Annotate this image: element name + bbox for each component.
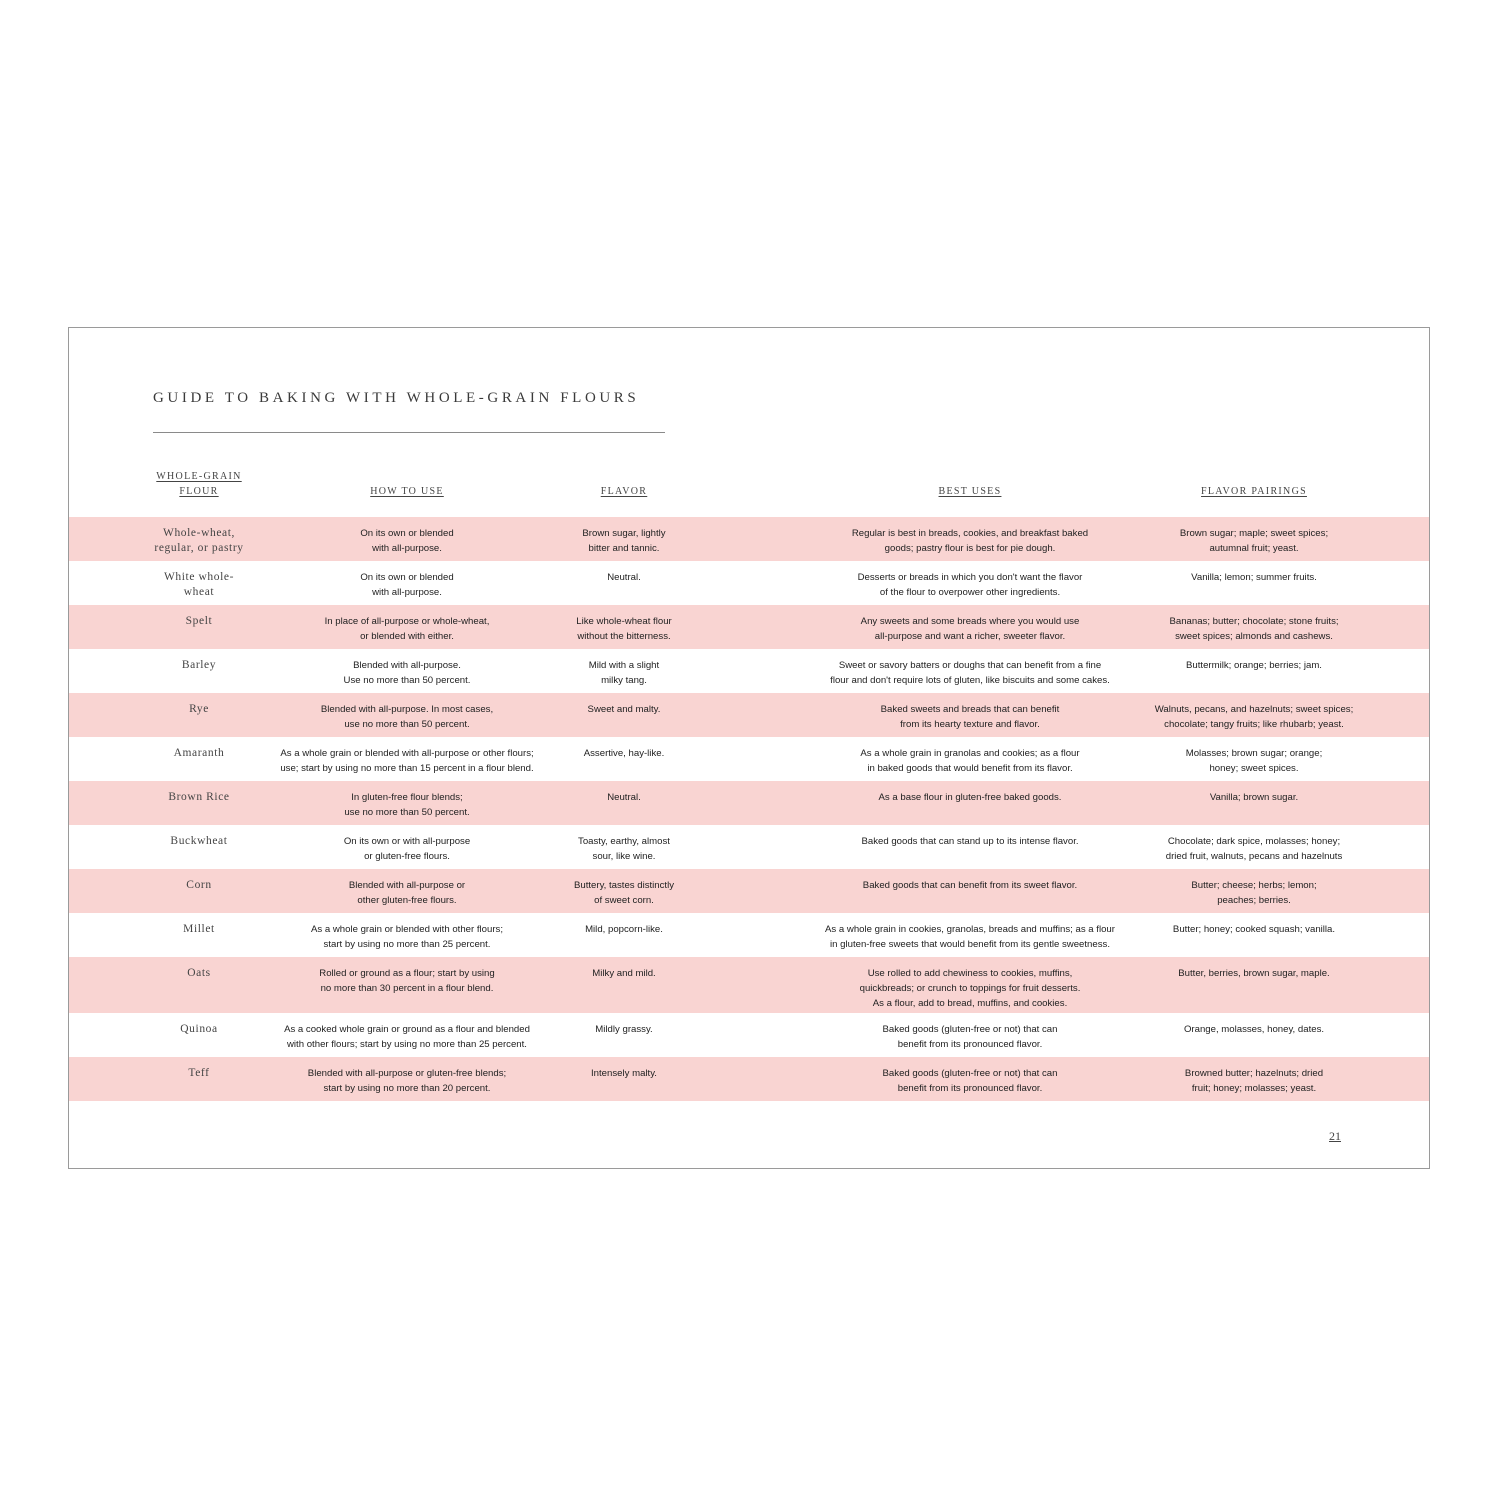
table-cell-pairings: Butter; honey; cooked squash; vanilla.: [1172, 924, 1336, 935]
table-cell-how: In gluten-free flour blends; use no more than 50 percent.: [344, 792, 470, 818]
column-header-flavor-pairings: FLAVOR PAIRINGS: [1201, 486, 1307, 497]
table-row: [69, 781, 1429, 825]
table-cell-flour: Buckwheat: [170, 835, 228, 847]
table-cell-flour: Barley: [181, 659, 217, 671]
table-cell-flour: Corn: [186, 879, 212, 891]
table-cell-flour: Rye: [189, 703, 209, 715]
table-row: [69, 605, 1429, 649]
table-cell-uses: Any sweets and some breads where you would use all-purpose and want a richer, sweeter flavor.: [860, 616, 1080, 642]
table-cell-pairings: Butter; cheese; herbs; lemon; peaches; berries.: [1191, 880, 1317, 906]
table-cell-flavor: Mild with a slight milky tang.: [588, 660, 660, 686]
table-row: [69, 913, 1429, 957]
table-cell-pairings: Bananas; butter; chocolate; stone fruits; sweet spices; almonds and cashews.: [1169, 616, 1339, 642]
book-page: [68, 327, 1430, 1169]
table-cell-flour: White whole- wheat: [163, 571, 235, 598]
table-cell-uses: As a base flour in gluten-free baked goods.: [878, 792, 1062, 803]
table-cell-flour: Quinoa: [180, 1023, 218, 1035]
table-cell-flour: Brown Rice: [168, 791, 230, 803]
table-cell-flour: Amaranth: [173, 747, 225, 759]
table-cell-flavor: Intensely malty.: [591, 1068, 657, 1079]
table-cell-pairings: Chocolate; dark spice, molasses; honey; dried fruit, walnuts, pecans and hazelnuts: [1165, 836, 1343, 862]
table-row: [69, 737, 1429, 781]
table-cell-how: On its own or with all-purpose or gluten-free flours.: [343, 836, 471, 862]
table-cell-uses: Desserts or breads in which you don't want the flavor of the flour to overpower other ingredients.: [857, 572, 1083, 598]
table-cell-how: On its own or blended with all-purpose.: [360, 572, 454, 598]
column-header-how-to-use: HOW TO USE: [370, 486, 444, 497]
table-cell-flavor: Milky and mild.: [592, 968, 656, 979]
table-row: [69, 1013, 1429, 1057]
table-cell-uses: Baked goods (gluten-free or not) that can benefit from its pronounced flavor.: [882, 1068, 1058, 1094]
table-cell-uses: As a whole grain in granolas and cookies; as a flour in baked goods that would benefit from its flavor.: [860, 748, 1080, 774]
table-cell-pairings: Vanilla; brown sugar.: [1209, 792, 1299, 803]
table-cell-how: Blended with all-purpose. Use no more than 50 percent.: [343, 660, 471, 686]
table-cell-flavor: Buttery, tastes distinctly of sweet corn.: [573, 880, 675, 906]
table-cell-flour: Spelt: [185, 615, 213, 627]
table-cell-uses: Baked goods that can benefit from its sweet flavor.: [862, 880, 1078, 891]
table-cell-flour: Teff: [188, 1067, 210, 1079]
table-cell-uses: As a whole grain in cookies, granolas, breads and muffins; as a flour in gluten-free sweets that would benefit from its gentle sweetness.: [825, 924, 1115, 950]
table-row: [69, 517, 1429, 561]
table-cell-how: Blended with all-purpose. In most cases, use no more than 50 percent.: [320, 704, 494, 730]
table-cell-how: Blended with all-purpose or other gluten-free flours.: [348, 880, 466, 906]
table-row: [69, 649, 1429, 693]
table-cell-how: Rolled or ground as a flour; start by using no more than 30 percent in a flour blend.: [319, 968, 495, 994]
table-cell-flavor: Assertive, hay-like.: [583, 748, 665, 759]
table-cell-pairings: Vanilla; lemon; summer fruits.: [1191, 572, 1317, 583]
table-cell-pairings: Orange, molasses, honey, dates.: [1183, 1024, 1325, 1035]
table-cell-pairings: Buttermilk; orange; berries; jam.: [1186, 660, 1322, 671]
table-cell-flour: Oats: [187, 967, 211, 979]
table-cell-how: As a cooked whole grain or ground as a flour and blended with other flours; start by using no more than 25 percent.: [284, 1024, 530, 1050]
table-cell-flavor: Mildly grassy.: [595, 1024, 653, 1035]
table-cell-flavor: Toasty, earthy, almost sour, like wine.: [578, 836, 670, 862]
page-title: GUIDE TO BAKING WITH WHOLE-GRAIN FLOURS: [153, 390, 640, 406]
table-cell-how: As a whole grain or blended with other flours; start by using no more than 25 percent.: [311, 924, 503, 950]
table-cell-flavor: Like whole-wheat flour without the bitterness.: [576, 616, 672, 642]
column-header-flour: WHOLE-GRAIN FLOUR: [156, 471, 242, 497]
table-cell-flavor: Neutral.: [607, 572, 641, 583]
table-row: [69, 693, 1429, 737]
table-row: [69, 1057, 1429, 1101]
table-row: [69, 561, 1429, 605]
table-cell-uses: Baked sweets and breads that can benefit from its hearty texture and flavor.: [880, 704, 1060, 730]
table-cell-flavor: Mild, popcorn-like.: [585, 924, 663, 935]
table-cell-pairings: Molasses; brown sugar; orange; honey; sweet spices.: [1185, 748, 1323, 774]
table-cell-how: As a whole grain or blended with all-purpose or other flours; use; start by using no more than 15 percent in a flour blend.: [280, 748, 534, 774]
column-header-best-uses: BEST USES: [938, 486, 1002, 497]
table-cell-flour: Millet: [183, 923, 215, 935]
table-cell-pairings: Brown sugar; maple; sweet spices; autumnal fruit; yeast.: [1179, 528, 1329, 554]
table-cell-uses: Regular is best in breads, cookies, and breakfast baked goods; pastry flour is best for pie dough.: [851, 528, 1089, 554]
table-cell-uses: Baked goods that can stand up to its intense flavor.: [861, 836, 1079, 847]
table-cell-pairings: Butter, berries, brown sugar, maple.: [1178, 968, 1330, 979]
page-number: 21: [1329, 1129, 1341, 1143]
table-cell-how: On its own or blended with all-purpose.: [360, 528, 454, 554]
table-cell-uses: Sweet or savory batters or doughs that can benefit from a fine flour and don't require lots of gluten, like biscuits and some cakes.: [830, 660, 1110, 686]
column-header-flavor: FLAVOR: [600, 486, 648, 497]
table-row: [69, 825, 1429, 869]
table-cell-flour: Whole-wheat, regular, or pastry: [154, 527, 244, 554]
table-cell-uses: Baked goods (gluten-free or not) that can benefit from its pronounced flavor.: [882, 1024, 1058, 1050]
table-cell-pairings: Walnuts, pecans, and hazelnuts; sweet spices; chocolate; tangy fruits; like rhubarb; yeast.: [1154, 704, 1354, 730]
table-row: [69, 957, 1429, 1013]
table-cell-flavor: Neutral.: [607, 792, 641, 803]
table-cell-uses: Use rolled to add chewiness to cookies, muffins, quickbreads; or crunch to toppings for fruit desserts. As a flour, add to bread, muffins, and cookies.: [859, 968, 1081, 1009]
table-cell-how: In place of all-purpose or whole-wheat, or blended with either.: [324, 616, 490, 642]
table-cell-flavor: Brown sugar, lightly bitter and tannic.: [582, 528, 666, 554]
flour-table: [69, 517, 1429, 1101]
title-divider: [153, 432, 665, 433]
table-cell-flavor: Sweet and malty.: [587, 704, 661, 715]
table-row: [69, 869, 1429, 913]
table-cell-pairings: Browned butter; hazelnuts; dried fruit; honey; molasses; yeast.: [1184, 1068, 1324, 1094]
table-cell-how: Blended with all-purpose or gluten-free blends; start by using no more than 20 percent.: [307, 1068, 507, 1094]
